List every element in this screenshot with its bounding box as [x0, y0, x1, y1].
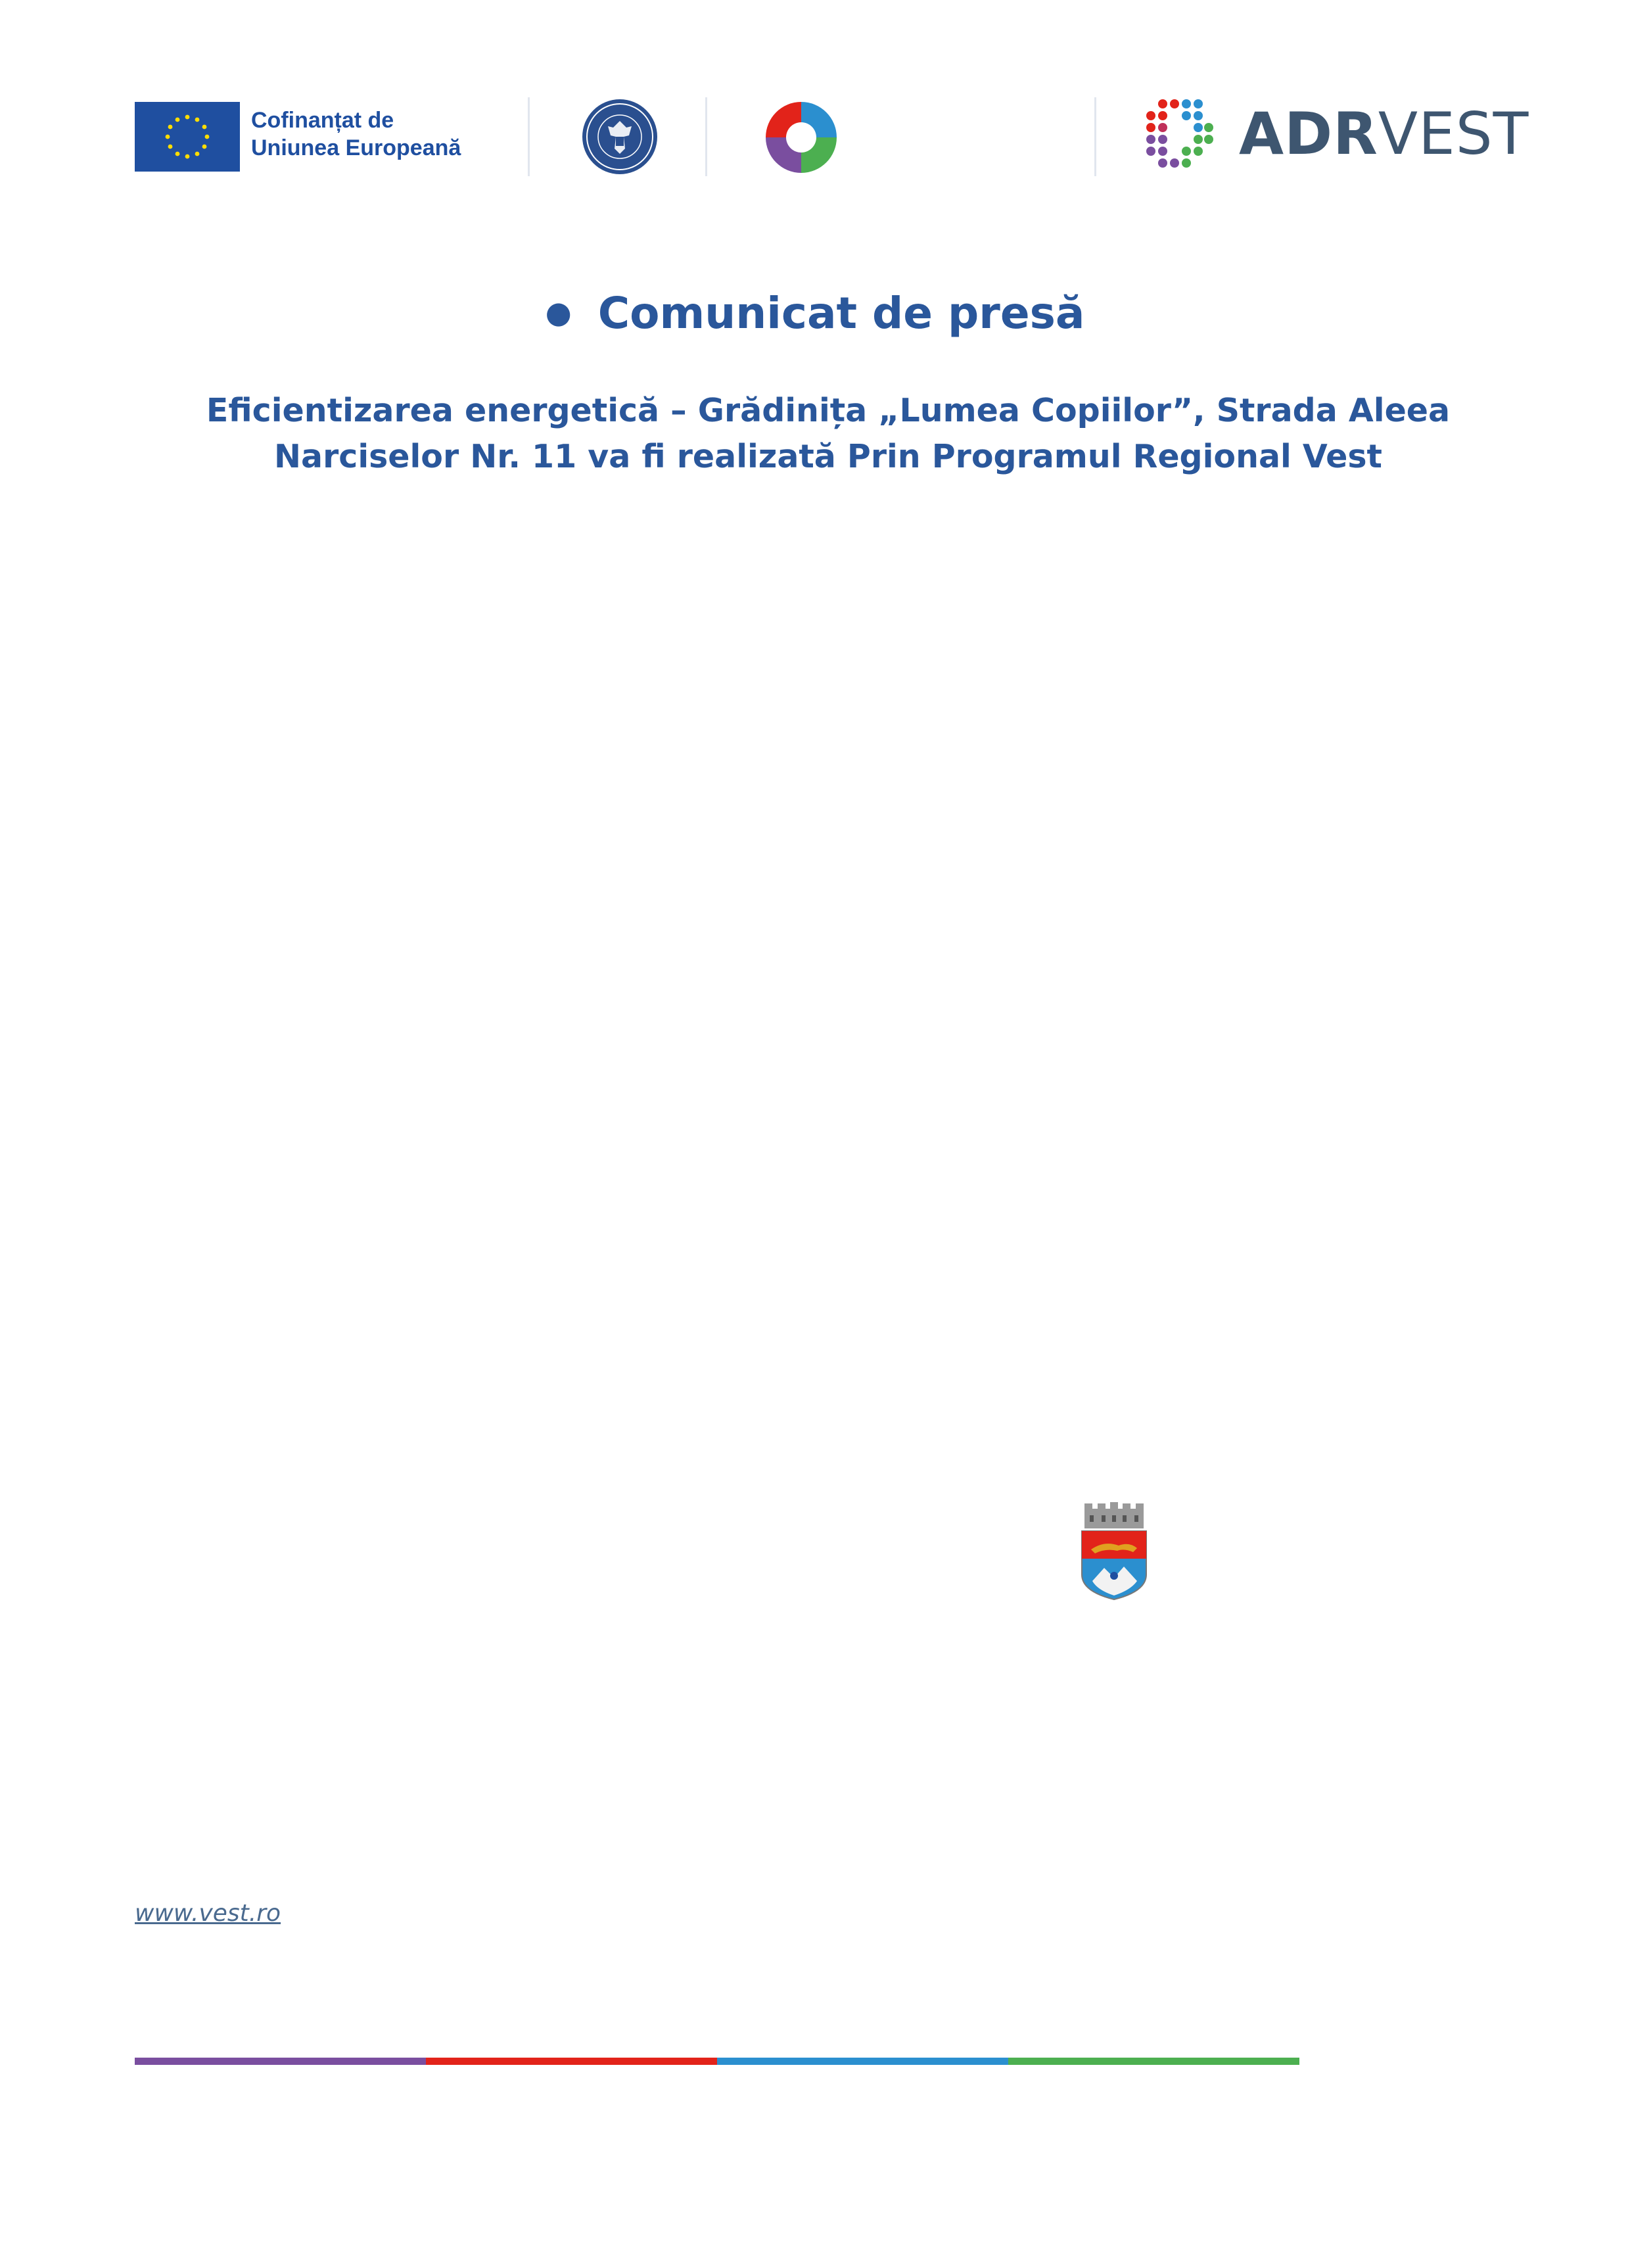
header-divider [705, 97, 707, 176]
color-bar-segment-green [1008, 2058, 1299, 2065]
header-divider [1094, 97, 1096, 176]
press-release-subtitle [184, 388, 1472, 480]
government-seal-icon [580, 97, 659, 176]
subtitle-line2: Narciselor Nr. 11 va fi realizată Prin Programul Regional Vest [274, 438, 1382, 475]
adr-vest-logo-text [1239, 101, 1529, 167]
title-row [0, 283, 1630, 343]
eu-cofinance-label [251, 106, 461, 162]
eu-cofinance-line1: Cofinanțat de [251, 108, 394, 133]
subtitle-line1: Eficientizarea energetică – Grădinița „Lumea Copiilor”, Strada Aleea [206, 392, 1451, 429]
header-divider [528, 97, 530, 176]
color-bar-segment-purple [135, 2058, 426, 2065]
coat-of-arms-icon [1078, 1502, 1150, 1601]
eu-cofinance-line2: Uniunea Europeană [251, 135, 461, 160]
color-bar [135, 2058, 1299, 2065]
adr-bold-text: ADR [1239, 100, 1378, 168]
bullet-icon: ● [545, 295, 572, 330]
website-link[interactable]: www.vest.ro [135, 1900, 281, 1927]
page-title-text: Comunicat de presă [597, 288, 1085, 339]
eu-flag-icon [135, 102, 240, 172]
header-logos [135, 92, 1529, 181]
color-bar-segment-blue [717, 2058, 1008, 2065]
adr-light-text: VEST [1378, 100, 1529, 168]
page-title [546, 283, 1085, 343]
regional-programme-swirl-icon [764, 100, 839, 175]
adr-vest-dots-icon [1143, 99, 1214, 171]
color-bar-segment-red [426, 2058, 717, 2065]
